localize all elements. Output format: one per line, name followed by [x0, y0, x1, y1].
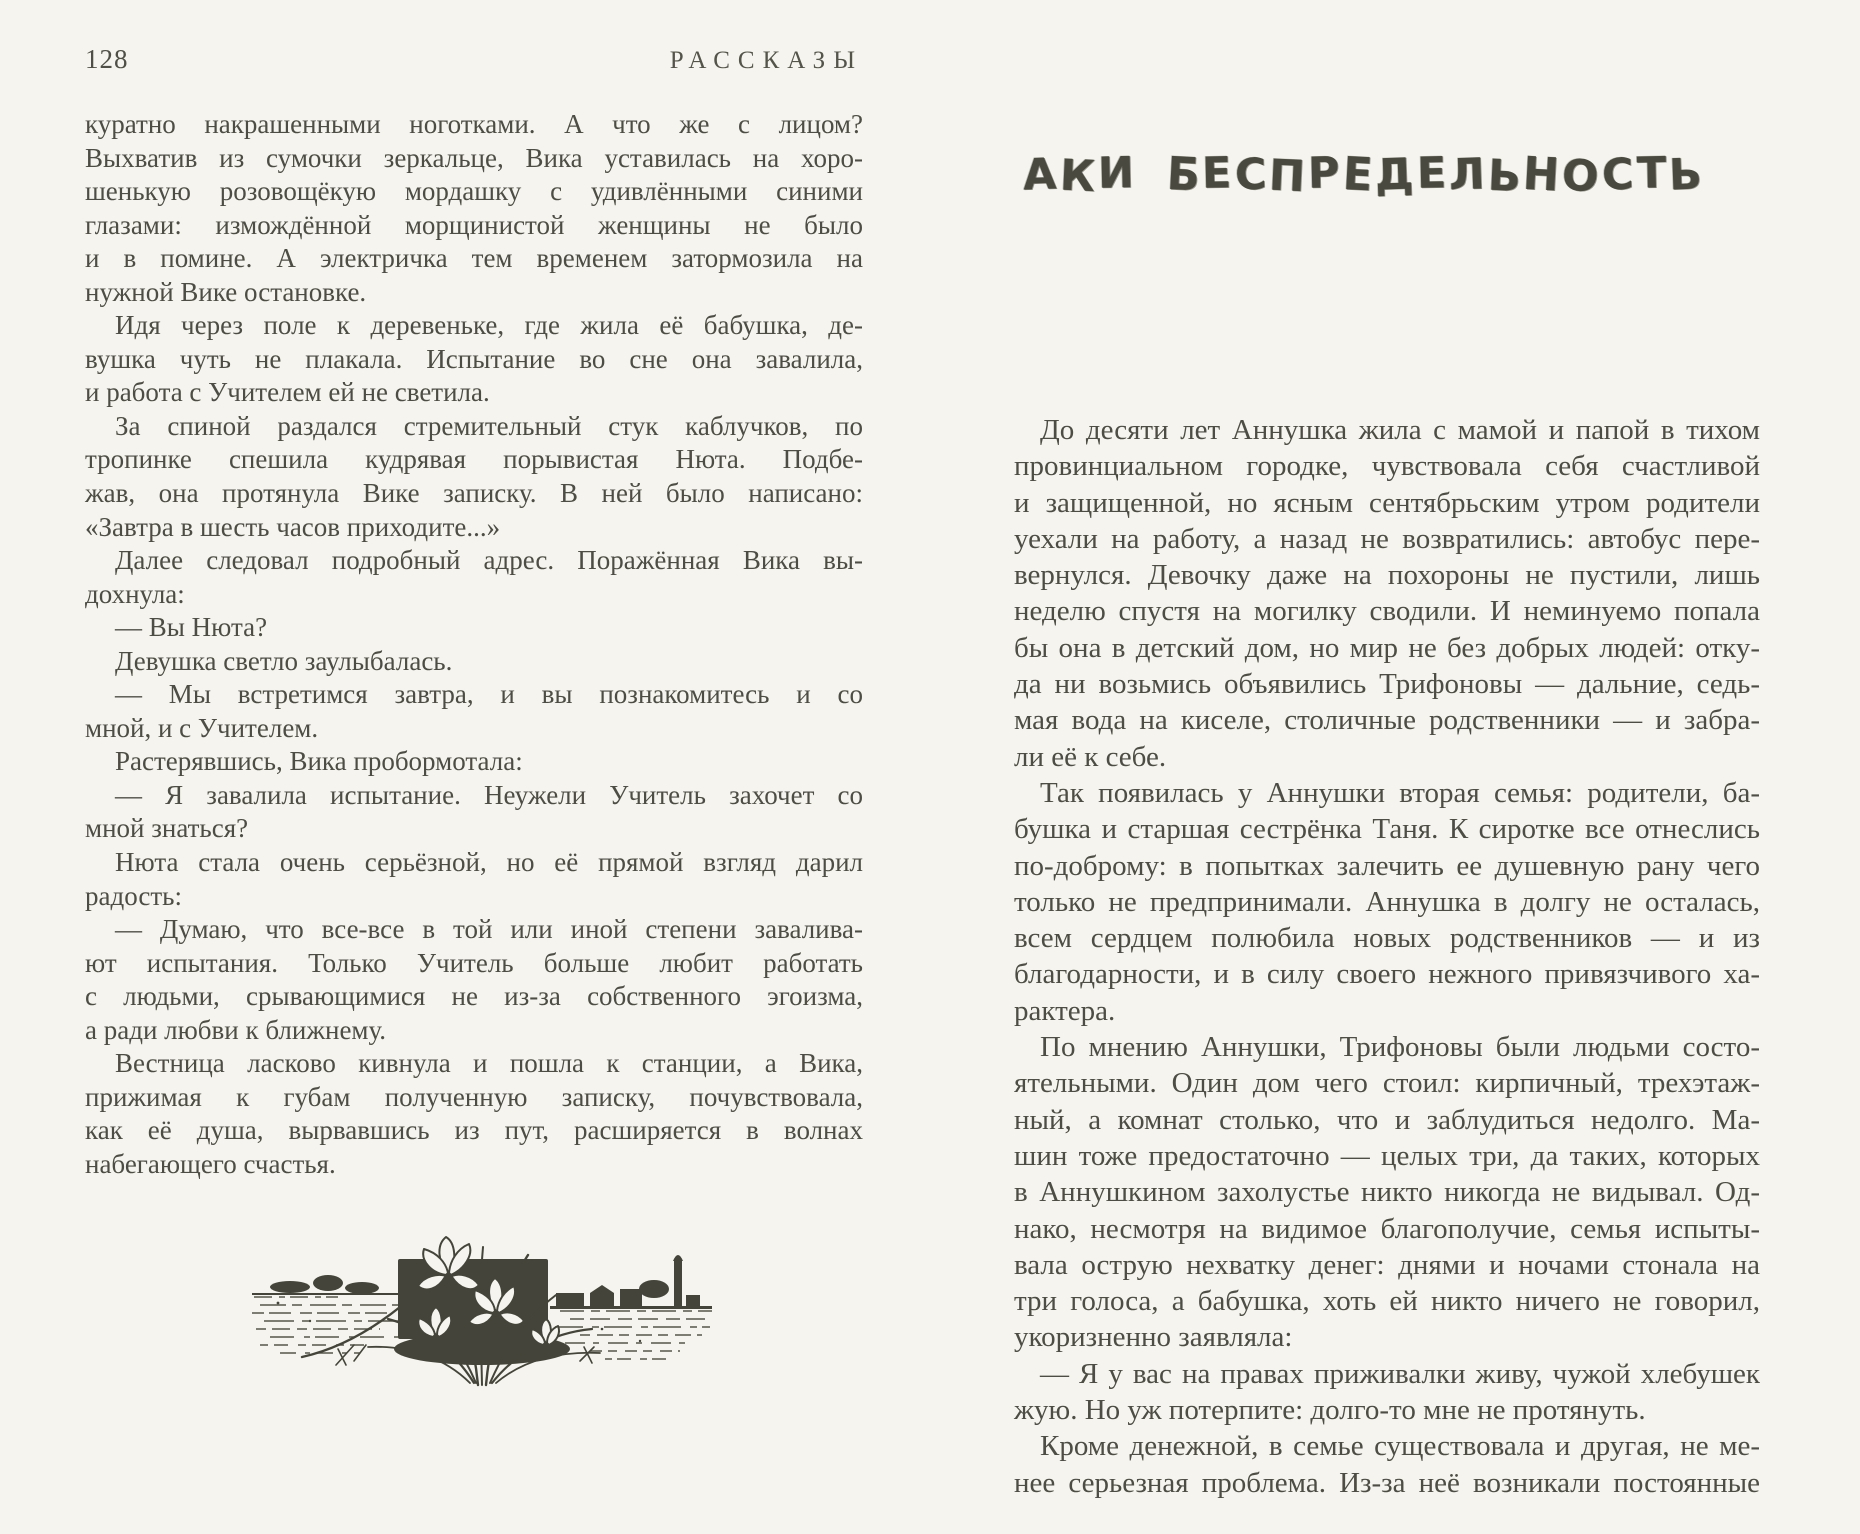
text-line: По мнению Аннушки, Трифоновы были людьми состо-	[1040, 1031, 1760, 1064]
title-letter: Е	[1341, 147, 1377, 203]
text-line: мая вода на киселе, столичные родственники — и забра-	[1014, 704, 1760, 737]
text-line: Выхватив из сумочки зеркальце, Вика уставилась на хоро-	[85, 142, 863, 173]
title-letter: С	[1601, 149, 1638, 201]
text-line: куратно накрашенными ноготками. А что же с лицом?	[85, 109, 863, 139]
river-vignette-illustration	[250, 1233, 715, 1391]
title-letter: Ь	[1668, 149, 1706, 201]
left-page-body-text	[85, 108, 863, 1182]
text-line: нее серьезная проблема. Из-за неё возникали постоянные	[1014, 1466, 1760, 1499]
text-line: Нюта стала очень серьёзной, но её прямой взгляд дарил	[115, 847, 863, 878]
title-letter: И	[1097, 148, 1138, 199]
text-line: вушка чуть не плакала. Испытание во сне она завалила,	[85, 343, 863, 374]
text-line: и работа с Учителем ей не светила.	[85, 377, 490, 408]
text-line: набегающего счастья.	[85, 1148, 336, 1179]
text-line: тропинке спешила кудрявая порывистая Нюта. Подбе-	[85, 444, 863, 475]
text-line: — Вы Нюта?	[115, 612, 268, 643]
text-line: бушка и старшая сестрёнка Таня. К сиротке все отнеслись	[1014, 813, 1760, 846]
text-line: вернулся. Девочку даже на похороны не пустили, лишь	[1014, 559, 1760, 592]
text-line: жую. Но уж потерпите: долго-то мне не протянуть.	[1014, 1394, 1646, 1427]
title-letter: С	[1233, 149, 1271, 201]
text-line: дохнула:	[85, 578, 185, 609]
text-line: — Я завалила испытание. Неужели Учитель захочет со	[115, 779, 863, 810]
title-letter: Д	[1374, 149, 1418, 201]
title-letter: Б	[1165, 147, 1204, 203]
text-line: ятельными. Один дом чего стоил: кирпичный, трехэтаж-	[1014, 1067, 1760, 1100]
text-line: да ни возьмись объявились Трифоновы — дальние, седь-	[1014, 668, 1760, 701]
text-line: в Аннушкином захолустье никто никогда не видывал. Од-	[1014, 1176, 1760, 1209]
title-letter: Н	[1522, 147, 1564, 203]
text-line: только не предпринимали. Аннушка в долгу не осталась,	[1014, 885, 1760, 918]
text-line: Кроме денежной, в семье существовала и другая, не ме-	[1040, 1430, 1760, 1463]
text-line: Далее следовал подробный адрес. Поражённая Вика вы-	[115, 545, 863, 576]
text-line: прижимая к губам полученную записку, почувствовала,	[85, 1081, 863, 1112]
text-line: мной знаться?	[85, 813, 249, 844]
text-line: Идя через поле к деревеньке, где жила её бабушка, де-	[115, 310, 863, 341]
title-letter: Е	[1201, 148, 1236, 199]
page-number: 128	[85, 44, 129, 74]
text-line: укоризненно заявляла:	[1014, 1321, 1293, 1354]
text-line: глазами: измождённой морщинистой женщины не было	[85, 209, 863, 240]
text-line: нако, несмотря на видимое благополучие, семья испыты-	[1014, 1212, 1760, 1245]
text-line: рактера.	[1014, 994, 1116, 1027]
text-line: с людьми, срывающимися не из-за собственного эгоизма,	[85, 981, 863, 1012]
page-left	[85, 0, 863, 1534]
text-line: — Я у вас на правах приживалки живу, чужой хлебушек	[1040, 1357, 1760, 1390]
text-line: а ради любви к ближнему.	[85, 1014, 387, 1045]
text-line: по-доброму: в попытках залечить ее душевную рану чего	[1014, 849, 1760, 882]
page-right	[1014, 0, 1760, 1534]
text-line: За спиной раздался стремительный стук каблучков, по	[115, 410, 863, 441]
page-header	[85, 44, 863, 75]
chapter-title	[1014, 147, 1760, 203]
running-head: РАССКАЗЫ	[669, 47, 863, 74]
text-line: как её душа, вырвавшись из пут, расширяется в волнах	[85, 1115, 863, 1146]
text-line: шин тоже предостаточно — целых три, да таких, которых	[1014, 1139, 1760, 1172]
river-vignette-svg	[250, 1233, 715, 1391]
text-line: Девушка светло заулыбалась.	[115, 645, 453, 676]
text-line: и защищенной, но ясным сентябрьским утром родители	[1014, 486, 1760, 519]
title-letter: Р	[1307, 148, 1344, 199]
text-line: бы она в детский дом, но мир не без добрых людей: отку-	[1014, 631, 1760, 664]
text-line: мной, и с Учителем.	[85, 712, 319, 743]
text-line: шенькую розовощёкую мордашку с удивлёнными синими	[85, 176, 863, 207]
text-line: радость:	[85, 880, 182, 911]
text-line: «Завтра в шесть часов приходите...»	[85, 511, 501, 542]
text-line: благодарности, и в силу своего нежного привязчивого ха-	[1014, 958, 1760, 991]
text-line: — Мы встретимся завтра, и вы познакомитесь и со	[115, 679, 863, 710]
title-letter: К	[1058, 150, 1099, 203]
title-letter: П	[1268, 150, 1310, 203]
text-line: Вестница ласково кивнула и пошла к станции, а Вика,	[115, 1048, 863, 1079]
title-letter: Ь	[1486, 150, 1525, 203]
title-letter: А	[1022, 149, 1061, 201]
text-line: провинциальном городке, чувствовала себя счастливой	[1014, 450, 1760, 483]
text-line: три голоса, а бабушка, хоть ей никто ничего не говорил,	[1014, 1285, 1760, 1318]
text-line: жав, она протянула Вике записку. В ней было написано:	[85, 478, 863, 509]
title-letter: Е	[1416, 148, 1450, 199]
text-line: ли её к себе.	[1014, 740, 1167, 773]
text-line: Растерявшись, Вика пробормотала:	[115, 746, 523, 777]
text-line: неделю спустя на могилку сводили. И неминуемо попала	[1014, 595, 1760, 628]
text-line: ный, а комнат столько, что и заблудиться недолго. Ма-	[1014, 1103, 1760, 1136]
title-letter: Т	[1636, 148, 1670, 199]
text-line: Так появилась у Аннушки вторая семья: родители, ба-	[1040, 776, 1760, 809]
text-line: ют испытания. Только Учитель больше любит работать	[85, 947, 863, 978]
text-line: уехали на работу, а назад не возвратились: автобус пере-	[1014, 522, 1760, 555]
text-line: всем сердцем полюбила новых родственников — и из	[1014, 922, 1760, 955]
text-line: — Думаю, что все-все в той или иной степени завалива-	[115, 914, 863, 945]
text-line: До десяти лет Аннушка жила с мамой и папой в тихом	[1040, 414, 1760, 446]
text-line: вала острую нехватку денег: днями и ночами стонала на	[1014, 1248, 1760, 1281]
text-line: и в помине. А электричка тем временем затормозила на	[85, 243, 863, 274]
title-letter: О	[1561, 150, 1604, 203]
title-letter: Л	[1448, 149, 1489, 201]
text-line: нужной Вике остановке.	[85, 276, 367, 307]
right-page-body-text	[1014, 412, 1760, 1501]
